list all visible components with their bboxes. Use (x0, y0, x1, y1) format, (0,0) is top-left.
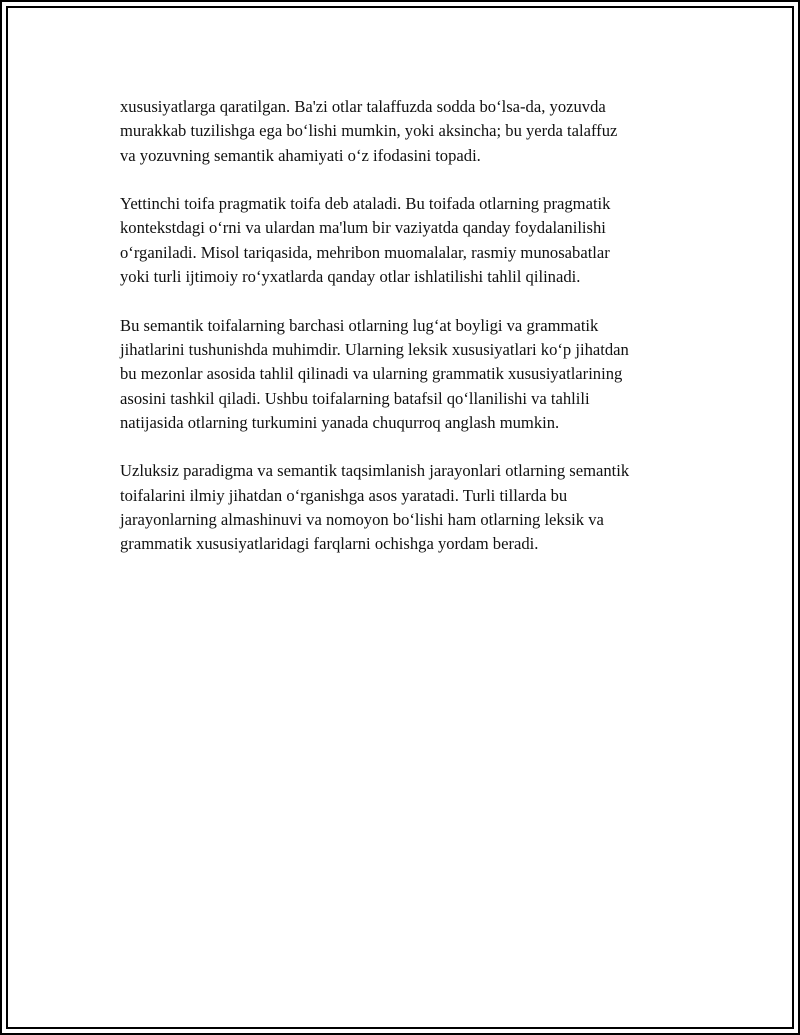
text-line: asosini tashkil qiladi. Ushbu toifalarning batafsil qo‘llanilishi va tahlili (120, 388, 590, 408)
text-line: grammatik xususiyatlaridagi farqlarni ochishga yordam beradi. (120, 534, 539, 554)
text-line: jihatlarini tushunishda muhimdir. Ularning leksik xususiyatlari ko‘p jihatdan (120, 339, 629, 359)
text-line: bu mezonlar asosida tahlil qilinadi va ularning grammatik xususiyatlarining (120, 364, 623, 384)
text-line: o‘rganiladi. Misol tariqasida, mehribon muomalalar, rasmiy munosabatlar (120, 242, 610, 262)
paragraph-4 (120, 459, 700, 556)
page-content (120, 95, 700, 581)
text-line: kontekstdagi o‘rni va ulardan ma'lum bir vaziyatda qanday foydalanilishi (120, 218, 606, 238)
text-line: murakkab tuzilishga ega bo‘lishi mumkin, yoki aksincha; bu yerda talaffuz (120, 121, 618, 141)
text-line: Yettinchi toifa pragmatik toifa deb ataladi. Bu toifada otlarning pragmatik (120, 194, 611, 214)
text-line: Bu semantik toifalarning barchasi otlarning lug‘at boyligi va grammatik (120, 315, 599, 335)
paragraph-2 (120, 192, 700, 289)
paragraph-3 (120, 314, 700, 435)
page-inner-border (6, 6, 794, 1029)
text-line: Uzluksiz paradigma va semantik taqsimlanish jarayonlari otlarning semantik (120, 461, 630, 481)
text-line: xususiyatlarga qaratilgan. Ba'zi otlar talaffuzda sodda bo‘lsa-da, yozuvda (120, 97, 606, 116)
text-line: natijasida otlarning turkumini yanada chuqurroq anglash mumkin. (120, 412, 560, 432)
paragraph-1 (120, 95, 700, 168)
text-line: toifalarini ilmiy jihatdan o‘rganishga asos yaratadi. Turli tillarda bu (120, 485, 568, 505)
text-line: jarayonlarning almashinuvi va nomoyon bo‘lishi ham otlarning leksik va (120, 510, 604, 530)
text-line: yoki turli ijtimoiy ro‘yxatlarda qanday otlar ishlatilishi tahlil qilinadi. (120, 267, 581, 287)
text-line: va yozuvning semantik ahamiyati o‘z ifodasini topadi. (120, 145, 481, 165)
